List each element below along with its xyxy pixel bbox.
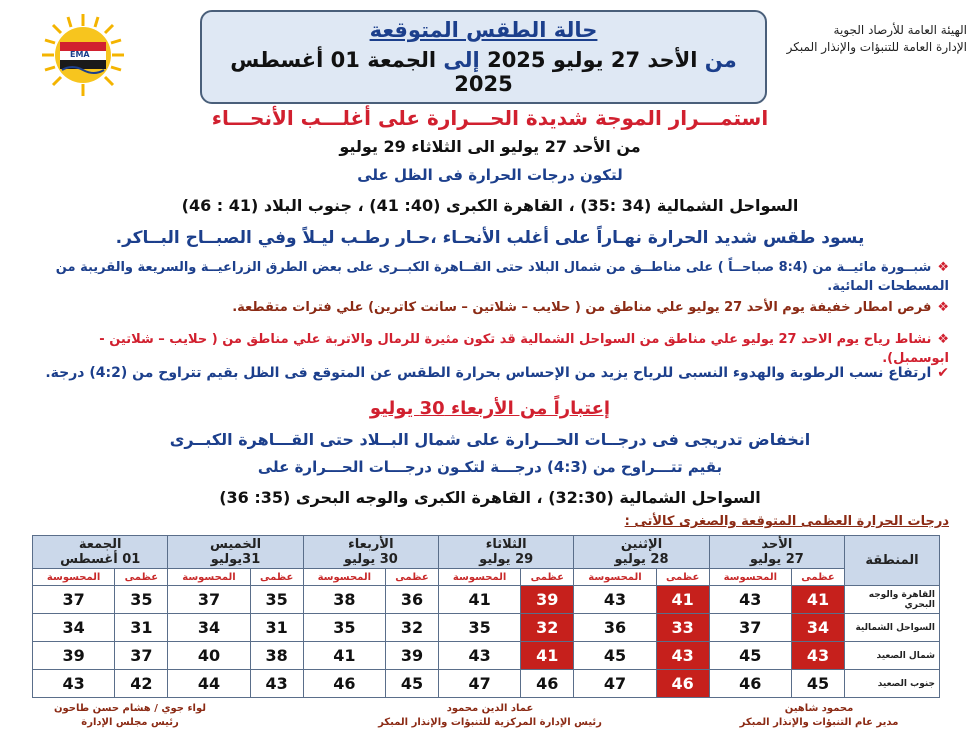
- cell: 38: [303, 586, 385, 614]
- feels-label: المحسوسة: [439, 569, 521, 586]
- check-bullet-icon: ✔: [937, 365, 949, 381]
- cell: 35: [439, 614, 521, 642]
- cell: 44: [168, 670, 250, 698]
- date-range: [202, 48, 765, 96]
- logo-text: EMA: [70, 50, 90, 59]
- table-subheader-row: [33, 569, 940, 586]
- max-label: عظمى: [791, 569, 844, 586]
- cell: 47: [439, 670, 521, 698]
- table-row: [33, 642, 940, 670]
- dominant-weather: يسود طقس شديد الحرارة نهـاراً على أغلب الأنحـاء ،حـار رطـب ليـلاً وفي الصبــاح البــاكر.: [115, 228, 865, 248]
- cell: 37: [709, 614, 791, 642]
- cell: 46: [303, 670, 385, 698]
- to-label: إلى: [443, 48, 480, 72]
- organization-header: [737, 22, 967, 56]
- bullet-wind: [29, 330, 949, 368]
- cell: 46: [656, 670, 709, 698]
- feels-label: المحسوسة: [709, 569, 791, 586]
- cell: 43: [33, 670, 115, 698]
- temperature-table: [32, 535, 940, 698]
- table-row: [33, 670, 940, 698]
- cell: 43: [709, 586, 791, 614]
- heatwave-headline: استمـــرار الموجة شديدة الحـــرارة على أغلـــب الأنحـــاء: [211, 106, 769, 130]
- cell: 41: [303, 642, 385, 670]
- cell: 34: [168, 614, 250, 642]
- cell: 32: [385, 614, 438, 642]
- ema-logo: [40, 12, 126, 98]
- from-wed-line1: انخفاض تدريجى فى درجــات الحـــرارة على شمال البــلاد حتى القـــاهرة الكبــرى: [169, 430, 811, 449]
- signature-1: [689, 702, 949, 730]
- signature-3: [20, 702, 240, 730]
- cell: 41: [521, 642, 574, 670]
- cell: 45: [709, 642, 791, 670]
- feels-label: المحسوسة: [33, 569, 115, 586]
- org-name: الهيئة العامة للأرصاد الجوية: [833, 23, 967, 37]
- bullet-text: شبــورة مائيــة من (8:4 صباحــاً ) على مناطــق من شمال البلاد حتى القــاهرة الكبــرى على بعض الطرق الزراعيــة والسريعة والقريبة من المسطحات المائية.: [55, 260, 949, 294]
- cell: 41: [791, 586, 844, 614]
- max-label: عظمى: [521, 569, 574, 586]
- max-label: عظمى: [385, 569, 438, 586]
- cell: 32: [521, 614, 574, 642]
- page-title: حالة الطقس المتوقعة: [369, 18, 598, 42]
- feels-label: المحسوسة: [574, 569, 656, 586]
- day-header: الجمعة 01 أغسطس: [33, 536, 168, 569]
- cell: 40: [168, 642, 250, 670]
- cell: 43: [791, 642, 844, 670]
- cell: 31: [115, 614, 168, 642]
- region-name: السواحل الشمالية: [845, 614, 940, 642]
- cell: 34: [791, 614, 844, 642]
- temps-intro: لتكون درجات الحرارة فى الظل على: [357, 166, 623, 184]
- signature-role: رئيس مجلس الإدارة: [81, 717, 179, 728]
- cell: 37: [168, 586, 250, 614]
- cell: 46: [709, 670, 791, 698]
- region-name: جنوب الصعيد: [845, 670, 940, 698]
- cell: 36: [385, 586, 438, 614]
- bullet-text: نشاط رياح يوم الاحد 27 يوليو علي مناطق من السواحل الشمالية قد تكون مثيرة للرمال والاتربة علي مناطق من ( حلايب – شلاتين - ابوسمبل).: [99, 332, 949, 366]
- from-wed-heading: إعتباراً من الأربعاء 30 يوليو: [369, 398, 611, 419]
- bullet-humidity: [29, 364, 949, 383]
- cell: 39: [521, 586, 574, 614]
- bullet-rain: [29, 298, 949, 317]
- cell: 38: [250, 642, 303, 670]
- title-box: [200, 10, 767, 104]
- max-label: عظمى: [115, 569, 168, 586]
- diamond-bullet-icon: ❖: [937, 260, 949, 275]
- heatwave-period: من الأحد 27 يوليو الى الثلاثاء 29 يوليو: [339, 137, 641, 156]
- cell: 47: [574, 670, 656, 698]
- table-row: [33, 586, 940, 614]
- day-header: الثلاثاء 29 يوليو: [439, 536, 574, 569]
- bullet-fog: [29, 258, 949, 296]
- signature-name: لواء جوي / هشام حسن طاحون: [53, 703, 207, 714]
- from-date: الأحد 27 يوليو 2025: [487, 48, 698, 72]
- feels-label: المحسوسة: [168, 569, 250, 586]
- signature-name: عماد الدين محمود: [446, 703, 534, 714]
- cell: 43: [250, 670, 303, 698]
- day-header: الأحد 27 يوليو: [709, 536, 844, 569]
- cell: 37: [33, 586, 115, 614]
- temps-line: السواحل الشمالية (34 :35) ، القاهرة الكبرى (40: 41) ، جنوب البلاد (41 : 46): [181, 196, 799, 215]
- diamond-bullet-icon: ❖: [937, 300, 949, 315]
- cell: 33: [656, 614, 709, 642]
- table-row: [33, 614, 940, 642]
- cell: 34: [33, 614, 115, 642]
- region-name: شمال الصعيد: [845, 642, 940, 670]
- cell: 37: [115, 642, 168, 670]
- cell: 42: [115, 670, 168, 698]
- max-label: عظمى: [656, 569, 709, 586]
- cell: 43: [574, 586, 656, 614]
- cell: 31: [250, 614, 303, 642]
- cell: 43: [439, 642, 521, 670]
- cell: 36: [574, 614, 656, 642]
- signature-name: محمود شاهين: [784, 703, 854, 714]
- cell: 41: [656, 586, 709, 614]
- cell: 39: [385, 642, 438, 670]
- cell: 35: [303, 614, 385, 642]
- feels-label: المحسوسة: [303, 569, 385, 586]
- signature-role: رئيس الإدارة المركزية للتنبؤات والإنذار المبكر: [378, 717, 602, 728]
- cell: 35: [115, 586, 168, 614]
- cell: 41: [439, 586, 521, 614]
- cell: 39: [33, 642, 115, 670]
- bullet-text: ارتفاع نسب الرطوبة والهدوء النسبى للرياح يزيد من الإحساس بحرارة الطقس عن المتوقع فى الظل بقيم تتراوح من (4:2) درجة.: [45, 365, 932, 381]
- from-wed-line3: السواحل الشمالية (32:30) ، القاهرة الكبرى والوجه البحرى (35: 36): [219, 488, 761, 507]
- cell: 45: [791, 670, 844, 698]
- cell: 46: [521, 670, 574, 698]
- cell: 45: [385, 670, 438, 698]
- region-header: المنطقة: [845, 536, 940, 586]
- from-label: من: [704, 48, 737, 72]
- day-header: الخميس 31يوليو: [168, 536, 303, 569]
- bullet-text: فرص امطار خفيفة يوم الأحد 27 يوليو علي مناطق من ( حلايب – شلاتين – سانت كاترين) علي فترات متقطعة.: [232, 300, 932, 315]
- diamond-bullet-icon: ❖: [937, 332, 949, 347]
- day-header: الأربعاء 30 يوليو: [303, 536, 438, 569]
- to-date: الجمعة 01 أغسطس 2025: [230, 48, 513, 96]
- region-name: القاهرة والوجه البحري: [845, 586, 940, 614]
- table-header-row: [33, 536, 940, 569]
- cell: 35: [250, 586, 303, 614]
- org-department: الإدارة العامة للتنبؤات والإنذار المبكر: [786, 40, 967, 54]
- day-header: الإثنين 28 يوليو: [574, 536, 709, 569]
- cell: 45: [574, 642, 656, 670]
- signature-role: مدير عام التنبؤات والإنذار المبكر: [739, 717, 899, 728]
- cell: 43: [656, 642, 709, 670]
- table-caption: درجات الحرارة العظمى المتوقعة والصغرى كالأتى :: [624, 514, 949, 529]
- max-label: عظمى: [250, 569, 303, 586]
- signature-2: [340, 702, 640, 730]
- from-wed-line2: بقيم تتـــراوح من (4:3) درجـــة لتكـون درجـــات الحـــرارة على: [257, 458, 723, 476]
